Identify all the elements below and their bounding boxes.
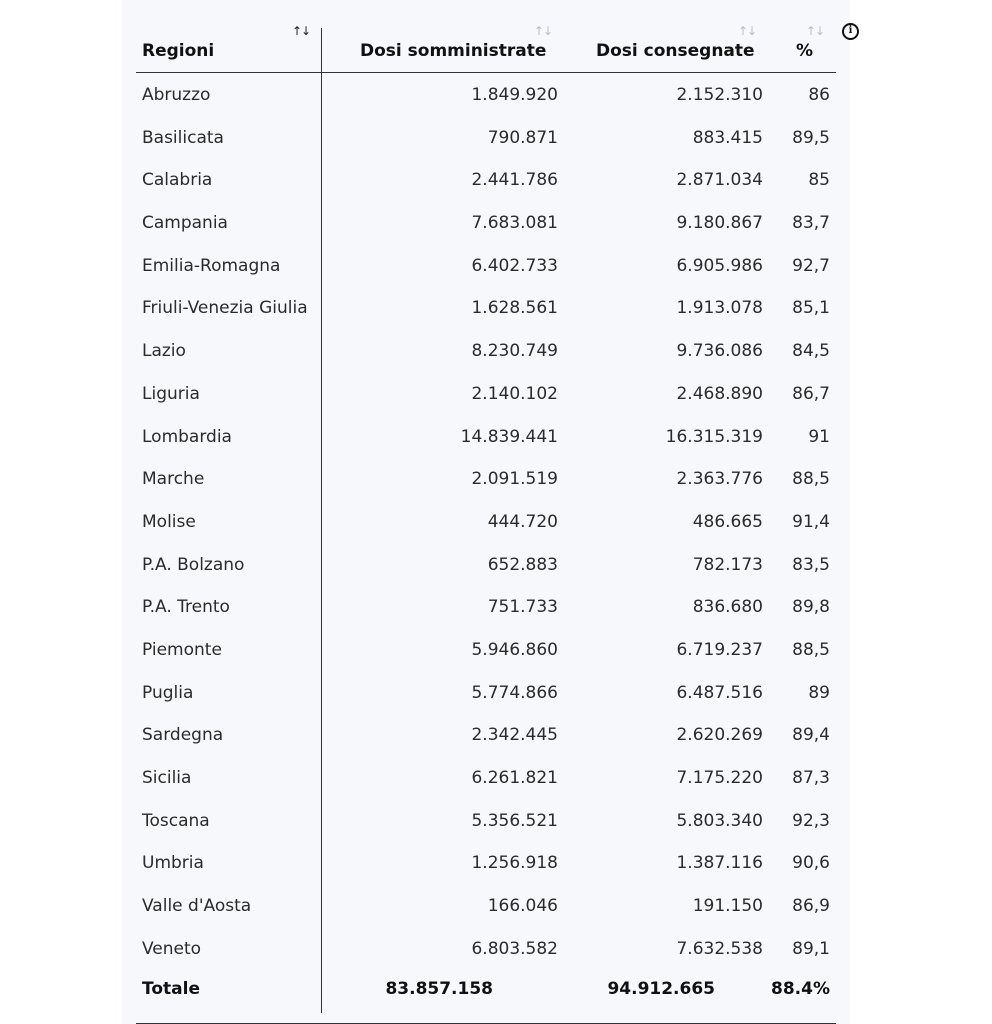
delivered-cell: 191.150 [692, 896, 763, 917]
delivered-cell: 6.905.986 [676, 255, 763, 276]
column-divider [321, 28, 322, 1013]
region-cell: Liguria [142, 383, 200, 404]
region-cell: Basilicata [142, 127, 224, 148]
total-label: Totale [142, 979, 200, 1000]
percent-cell: 83,7 [792, 213, 830, 234]
delivered-cell: 7.632.538 [676, 938, 763, 959]
vaccination-table [136, 0, 853, 1024]
administered-cell: 166.046 [487, 896, 558, 917]
percent-cell: 85,1 [792, 298, 830, 319]
administered-cell: 8.230.749 [471, 341, 558, 362]
region-cell: Campania [142, 213, 228, 234]
percent-cell: 88,5 [792, 639, 830, 660]
administered-cell: 5.946.860 [471, 639, 558, 660]
table-row [136, 585, 836, 628]
administered-cell: 1.849.920 [471, 85, 558, 105]
table-body [136, 73, 836, 969]
region-cell: Piemonte [142, 639, 222, 660]
delivered-cell: 5.803.340 [676, 810, 763, 831]
table-row [136, 628, 836, 671]
percent-cell: 89,4 [792, 725, 830, 746]
percent-cell: 88,5 [792, 469, 830, 490]
table-header [136, 0, 853, 73]
region-cell: P.A. Trento [142, 597, 230, 618]
administered-cell: 7.683.081 [471, 213, 558, 234]
info-icon[interactable]: i [842, 23, 859, 40]
percent-cell: 87,3 [792, 768, 830, 788]
delivered-cell: 9.180.867 [676, 213, 763, 234]
region-cell: Lombardia [142, 426, 232, 447]
region-cell: Calabria [142, 170, 213, 191]
delivered-cell: 16.315.319 [665, 426, 763, 447]
percent-cell: 91,4 [792, 511, 830, 532]
table-row [136, 158, 836, 201]
administered-cell: 790.871 [487, 127, 558, 148]
table-row [136, 713, 836, 756]
table-row [136, 799, 836, 842]
administered-cell: 652.883 [487, 554, 558, 575]
total-percent: 88.4% [771, 979, 830, 1000]
table-row [136, 329, 836, 372]
region-cell: Abruzzo [142, 85, 211, 105]
percent-cell: 89 [808, 682, 830, 703]
column-header-delivered[interactable]: Dosi consegnate [596, 41, 755, 61]
administered-cell: 6.803.582 [471, 938, 558, 959]
administered-cell: 444.720 [487, 511, 558, 532]
table-row [136, 415, 836, 458]
table-row [136, 671, 836, 714]
delivered-cell: 836.680 [692, 597, 763, 618]
administered-cell: 2.441.786 [471, 170, 558, 191]
table-row [136, 841, 836, 884]
delivered-cell: 782.173 [692, 554, 763, 575]
delivered-cell: 7.175.220 [676, 768, 763, 788]
region-cell: Valle d'Aosta [142, 896, 252, 917]
table-row [136, 543, 836, 586]
table-row [136, 286, 836, 329]
table-row [136, 927, 836, 970]
sort-region-icon[interactable]: ↑↓ [292, 24, 311, 38]
table-row [136, 756, 836, 799]
table-row [136, 372, 836, 415]
percent-cell: 91 [808, 426, 830, 447]
delivered-cell: 1.913.078 [676, 298, 763, 319]
administered-cell: 6.261.821 [471, 768, 558, 788]
delivered-cell: 1.387.116 [676, 853, 763, 874]
table-row [136, 500, 836, 543]
total-delivered: 94.912.665 [607, 979, 715, 1000]
administered-cell: 5.774.866 [471, 682, 558, 703]
sort-delivered-icon[interactable]: ↑↓ [738, 24, 757, 38]
percent-cell: 92,3 [792, 810, 830, 831]
delivered-cell: 486.665 [692, 511, 763, 532]
delivered-cell: 2.363.776 [676, 469, 763, 490]
sort-administered-icon[interactable]: ↑↓ [534, 24, 553, 38]
column-header-region[interactable]: Regioni [142, 41, 215, 61]
percent-cell: 84,5 [792, 341, 830, 362]
sort-percent-icon[interactable]: ↑↓ [806, 24, 825, 38]
region-cell: P.A. Bolzano [142, 554, 245, 575]
total-row [136, 969, 836, 1024]
delivered-cell: 9.736.086 [676, 341, 763, 362]
region-cell: Emilia-Romagna [142, 255, 281, 276]
percent-cell: 92,7 [792, 255, 830, 276]
administered-cell: 1.256.918 [471, 853, 558, 874]
percent-cell: 86,7 [792, 383, 830, 404]
region-cell: Umbria [142, 853, 204, 874]
administered-cell: 2.342.445 [471, 725, 558, 746]
region-cell: Toscana [142, 810, 210, 831]
delivered-cell: 6.719.237 [676, 639, 763, 660]
region-cell: Sardegna [142, 725, 224, 746]
percent-cell: 89,8 [792, 597, 830, 618]
delivered-cell: 2.620.269 [676, 725, 763, 746]
table-row [136, 73, 836, 116]
region-cell: Marche [142, 469, 205, 490]
column-header-percent[interactable]: % [796, 41, 814, 61]
percent-cell: 83,5 [792, 554, 830, 575]
table-row [136, 201, 836, 244]
administered-cell: 6.402.733 [471, 255, 558, 276]
percent-cell: 85 [808, 170, 830, 191]
delivered-cell: 2.468.890 [676, 383, 763, 404]
region-cell: Lazio [142, 341, 186, 362]
percent-cell: 86,9 [792, 896, 830, 917]
administered-cell: 751.733 [487, 597, 558, 618]
total-administered: 83.857.158 [385, 979, 493, 1000]
region-cell: Sicilia [142, 768, 192, 788]
administered-cell: 2.091.519 [471, 469, 558, 490]
table-row [136, 457, 836, 500]
administered-cell: 1.628.561 [471, 298, 558, 319]
table-row [136, 884, 836, 927]
delivered-cell: 2.871.034 [676, 170, 763, 191]
administered-cell: 14.839.441 [460, 426, 558, 447]
table-row [136, 116, 836, 159]
delivered-cell: 883.415 [692, 127, 763, 148]
region-cell: Puglia [142, 682, 194, 703]
percent-cell: 90,6 [792, 853, 830, 874]
percent-cell: 86 [808, 85, 830, 105]
column-header-administered[interactable]: Dosi somministrate [360, 41, 547, 61]
delivered-cell: 6.487.516 [676, 682, 763, 703]
administered-cell: 2.140.102 [471, 383, 558, 404]
percent-cell: 89,5 [792, 127, 830, 148]
percent-cell: 89,1 [792, 938, 830, 959]
delivered-cell: 2.152.310 [676, 85, 763, 105]
region-cell: Friuli-Venezia Giulia [142, 298, 308, 319]
region-cell: Molise [142, 511, 196, 532]
administered-cell: 5.356.521 [471, 810, 558, 831]
region-cell: Veneto [142, 938, 202, 959]
table-row [136, 244, 836, 287]
